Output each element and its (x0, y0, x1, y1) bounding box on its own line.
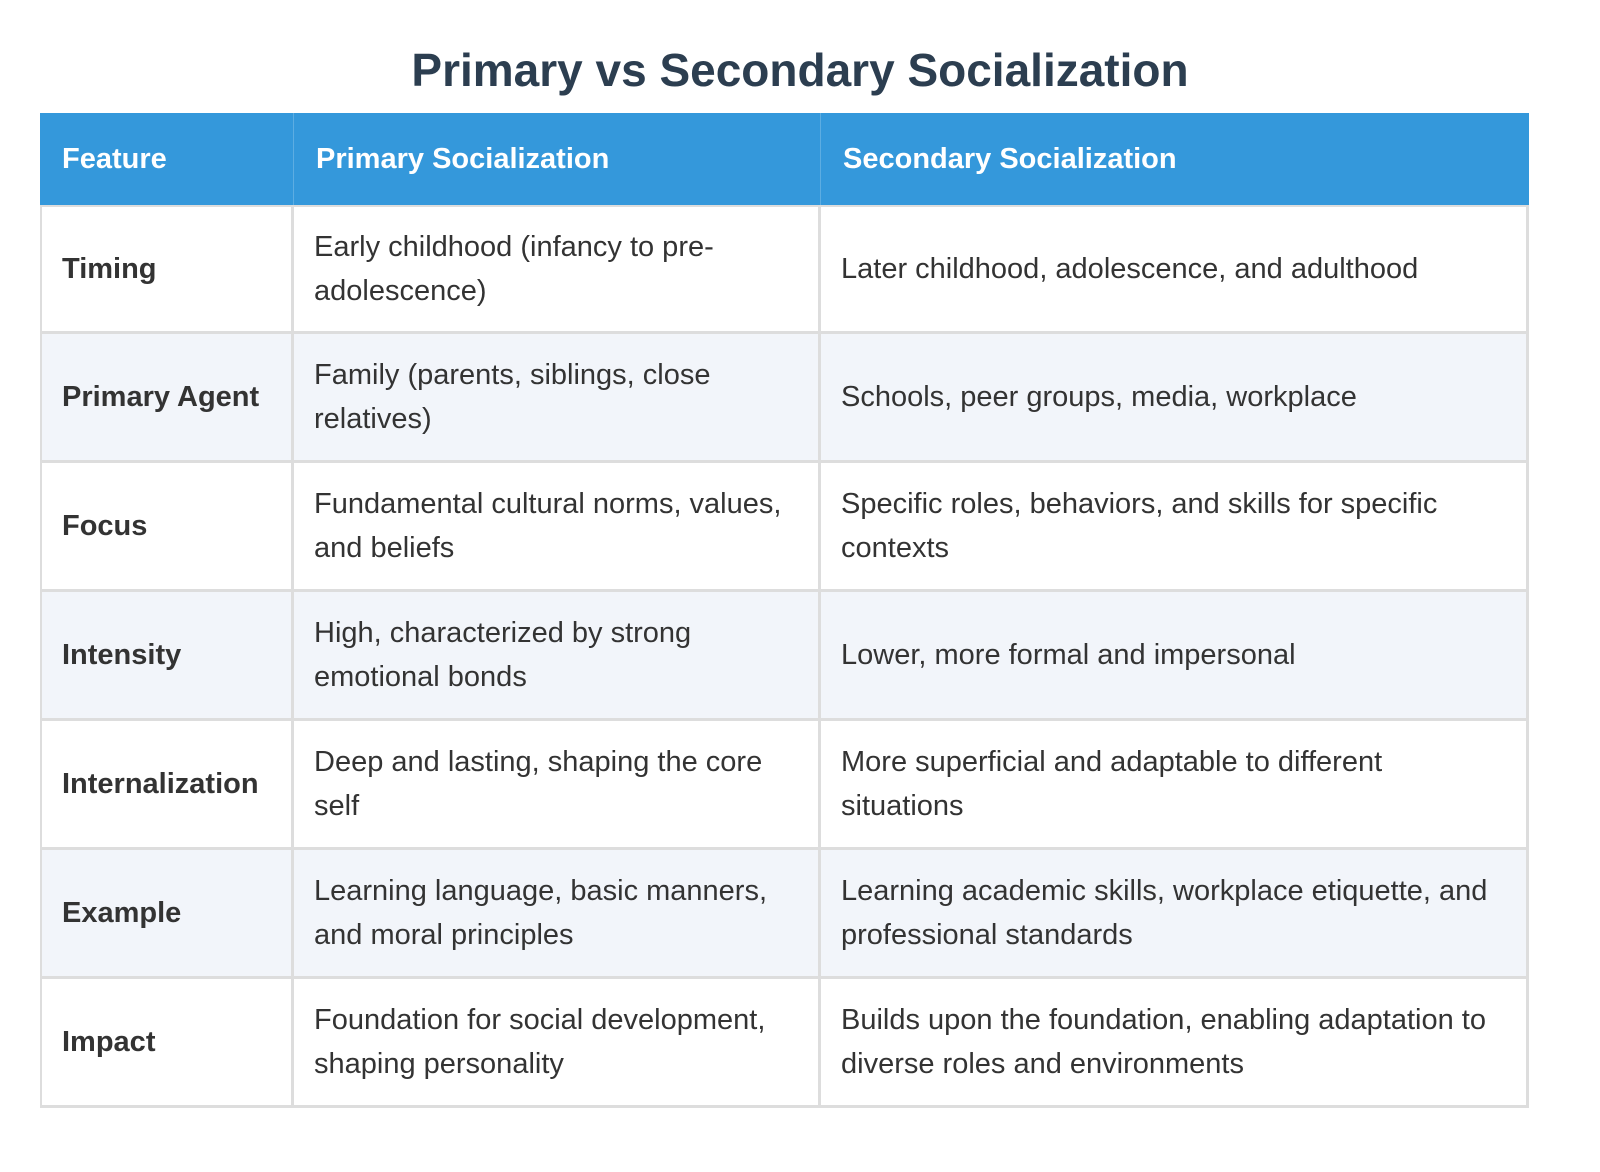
comparison-table (40, 113, 1529, 1108)
table-row (40, 979, 1529, 1108)
primary-cell: High, characterized by strong emotional bonds (294, 592, 821, 721)
secondary-cell: Specific roles, behaviors, and skills for specific contexts (821, 463, 1529, 592)
table-row (40, 592, 1529, 721)
header-primary-socialization: Primary Socialization (294, 113, 821, 205)
table-row (40, 850, 1529, 979)
feature-cell: Example (40, 850, 294, 979)
header-secondary-socialization: Secondary Socialization (821, 113, 1529, 205)
feature-cell: Internalization (40, 721, 294, 850)
primary-cell: Fundamental cultural norms, values, and beliefs (294, 463, 821, 592)
header-row (40, 113, 1529, 205)
feature-cell: Intensity (40, 592, 294, 721)
primary-cell: Learning language, basic manners, and moral principles (294, 850, 821, 979)
secondary-cell: Later childhood, adolescence, and adulthood (821, 205, 1529, 334)
feature-cell: Focus (40, 463, 294, 592)
feature-cell: Impact (40, 979, 294, 1108)
secondary-cell: Schools, peer groups, media, workplace (821, 334, 1529, 463)
secondary-cell: Learning academic skills, workplace etiquette, and professional standards (821, 850, 1529, 979)
table-row (40, 463, 1529, 592)
table-row (40, 334, 1529, 463)
table-row (40, 205, 1529, 334)
secondary-cell: More superficial and adaptable to different situations (821, 721, 1529, 850)
primary-cell: Foundation for social development, shaping personality (294, 979, 821, 1108)
feature-cell: Timing (40, 205, 294, 334)
secondary-cell: Builds upon the foundation, enabling adaptation to diverse roles and environments (821, 979, 1529, 1108)
secondary-cell: Lower, more formal and impersonal (821, 592, 1529, 721)
header-feature: Feature (40, 113, 294, 205)
page-title: Primary vs Secondary Socialization (411, 44, 1189, 96)
primary-cell: Family (parents, siblings, close relatives) (294, 334, 821, 463)
primary-cell: Early childhood (infancy to pre-adolescence) (294, 205, 821, 334)
table-row (40, 721, 1529, 850)
table-header (40, 113, 1529, 205)
primary-cell: Deep and lasting, shaping the core self (294, 721, 821, 850)
feature-cell: Primary Agent (40, 334, 294, 463)
table-body (40, 205, 1529, 1108)
